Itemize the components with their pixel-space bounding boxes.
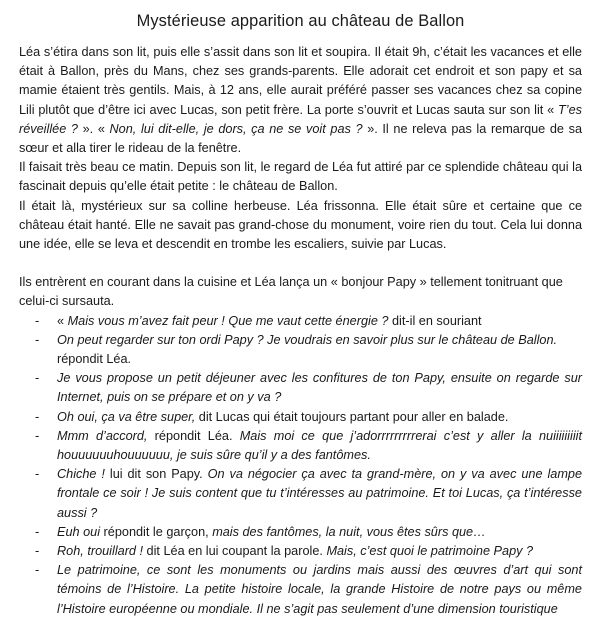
dialogue-line: - On peut regarder sur ton ordi Papy ? Je voudrais en savoir plus sur le château de Ballon. répondit Léa. — [19, 331, 582, 369]
paragraph-mysterious-castle: Il était là, mystérieux sur sa colline herbeuse. Léa frissonna. Elle était sûre et certaine que ce château était hanté. Elle ne savait pas grand-chose du monument, voire rien du tout. Cela lui donna une idée, elle se leva et descendit en trombe les escaliers, suivie par Lucas. — [19, 198, 582, 252]
paragraph-waking-up: Léa s’étira dans son lit, puis elle s’assit dans son lit et soupira. Il était 9h, c’était les vacances et elle était à Ballon, près du Mans, chez ses grands-parents. Elle adorait cet endroit et son papy et sa mamie étaient très gentils. Mais, à 12 ans, elle aurait préféré passer ses vacances chez sa copine Lili plutôt que d’être ici avec Lucas, son petit frère. La porte s’ouvrit et Lucas sauta sur son lit « T’es réveillée ? ». « Non, lui dit-elle, je dors, ça ne se voit pas ? ». Il ne releva pas la remarque de sa sœur et alla tirer le rideau de la fenêtre. — [19, 45, 583, 156]
story-title: Mystérieuse apparition au château de Ballon — [136, 12, 465, 30]
dialogue-line: - Je vous propose un petit déjeuner avec les confitures de ton Papy, ensuite on regarde sur Internet, puis on se prépare et on y va ? — [19, 369, 582, 407]
paragraph-castle-view: Il faisait très beau ce matin. Depuis son lit, le regard de Léa fut attiré par ce splendide château qui la fascinait depuis qu’elle était petite : le château de Ballon. — [19, 160, 582, 194]
dialogue-line: - « Mais vous m’avez fait peur ! Que me vaut cette énergie ? dit-il en souriant — [19, 312, 582, 331]
dialogue-line: - Mmm d’accord, répondit Léa. Mais moi ce que j’adorrrrrrrrrerai c’est y aller la nuiiiiiiiiit houuuuuuhouuuuuu, je suis sûre qu’il y a des fantômes. — [19, 427, 582, 465]
dialogue-line: - Le patrimoine, ce sont les monuments ou jardins mais aussi des œuvres d’art qui sont témoins de l’Histoire. La petite histoire locale, la grande Histoire de notre pays ou même l’Histoire européenne ou mondiale. Il ne s’agit pas seulement d’une dimension touristique — [19, 561, 582, 619]
dialogue-list — [19, 312, 582, 619]
dialogue-line: - Euh oui répondit le garçon, mais des fantômes, la nuit, vous êtes sûrs que… — [19, 523, 582, 542]
dialogue-line: - Chiche ! lui dit son Papy. On va négocier ça avec ta grand-mère, on y va avec une lampe frontale ce soir ! Je suis content que tu t’intéresses au patrimoine. Et toi Lucas, ça t’intéresse aussi ? — [19, 465, 582, 523]
dialogue-line: - Oh oui, ça va être super, dit Lucas qui était toujours partant pour aller en balade. — [19, 408, 582, 427]
dialogue-line: - Roh, trouillard ! dit Léa en lui coupant la parole. Mais, c’est quoi le patrimoine Papy ? — [19, 542, 582, 561]
paragraph-kitchen: Ils entrèrent en courant dans la cuisine et Léa lança un « bonjour Papy » tellement tonitruant que celui-ci sursauta. — [19, 275, 563, 309]
